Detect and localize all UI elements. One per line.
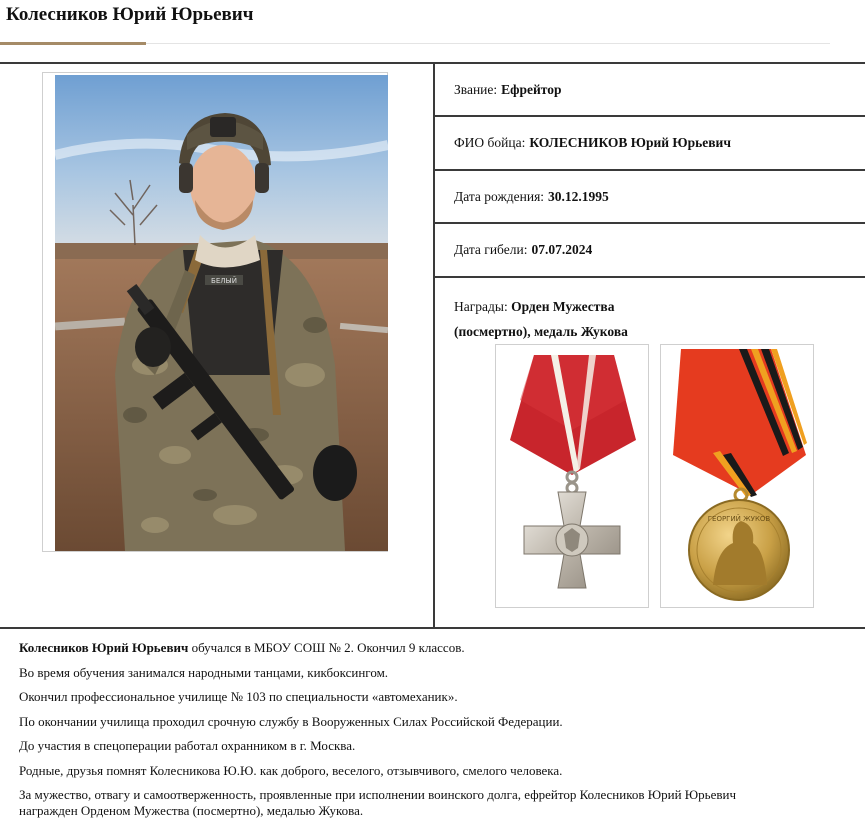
rank-row [435, 64, 865, 117]
bio-p7-line1: За мужество, отвагу и самоотверженность, проявленные при исполнении воинского долга, ефрейтор Колесников Юрий Юрьевич [19, 787, 736, 802]
death-date-row [435, 224, 865, 278]
awards-block [454, 294, 664, 344]
bio-paragraph-1 [19, 640, 856, 656]
full-name-label: ФИО бойца: [454, 135, 526, 150]
full-name-value: КОЛЕСНИКОВ Юрий Юрьевич [529, 135, 731, 150]
bio-paragraph-6: Родные, друзья помнят Колесникова Ю.Ю. как доброго, веселого, отзывчивого, смелого человека. [19, 762, 563, 778]
death-date-value: 07.07.2024 [531, 242, 593, 257]
awards-label: Награды: [454, 299, 508, 314]
title-accent-bar [0, 42, 146, 45]
birth-date-row [435, 171, 865, 224]
name-patch: БЕЛЫЙ [211, 277, 237, 285]
awards-value-line1: Орден Мужества [511, 299, 615, 314]
soldier-photo-frame [42, 72, 388, 552]
bio-name: Колесников Юрий Юрьевич [19, 640, 189, 655]
birth-date-label: Дата рождения: [454, 188, 545, 204]
bio-paragraph-5: До участия в спецоперации работал охранником в г. Москва. [19, 738, 356, 753]
rank-value: Ефрейтор [501, 81, 562, 97]
rank-label: Звание: [454, 81, 498, 97]
bio-p7-line2: награжден Орденом Мужества (посмертно), медалью Жукова. [19, 803, 364, 818]
bio-paragraph-2: Во время обучения занимался народными танцами, кикбоксингом. [19, 664, 389, 680]
full-name-row [435, 117, 865, 171]
biography-text [19, 640, 856, 828]
awards-value-line2: (посмертно), медаль Жукова [454, 324, 628, 339]
soldier-photo [55, 75, 388, 551]
birth-date-value: 30.12.1995 [548, 188, 609, 204]
bio-p1-text: обучался в МБОУ СОШ № 2. Окончил 9 классов. [188, 640, 465, 655]
medal-inscription: ГЕОРГИЙ ЖУКОВ [707, 515, 771, 523]
soldier-card [0, 62, 865, 629]
bio-paragraph-4: По окончании училища проходил срочную службу в Вооруженных Силах Российской Федерации. [19, 713, 563, 729]
bio-paragraph-7 [19, 787, 856, 819]
page-title: Колесников Юрий Юрьевич [6, 4, 254, 25]
order-of-courage-image [495, 344, 649, 608]
death-date-label: Дата гибели: [454, 242, 528, 257]
bio-paragraph-3: Окончил профессиональное училище № 103 по специальности «автомеханик». [19, 689, 458, 704]
zhukov-medal-image [660, 344, 814, 608]
